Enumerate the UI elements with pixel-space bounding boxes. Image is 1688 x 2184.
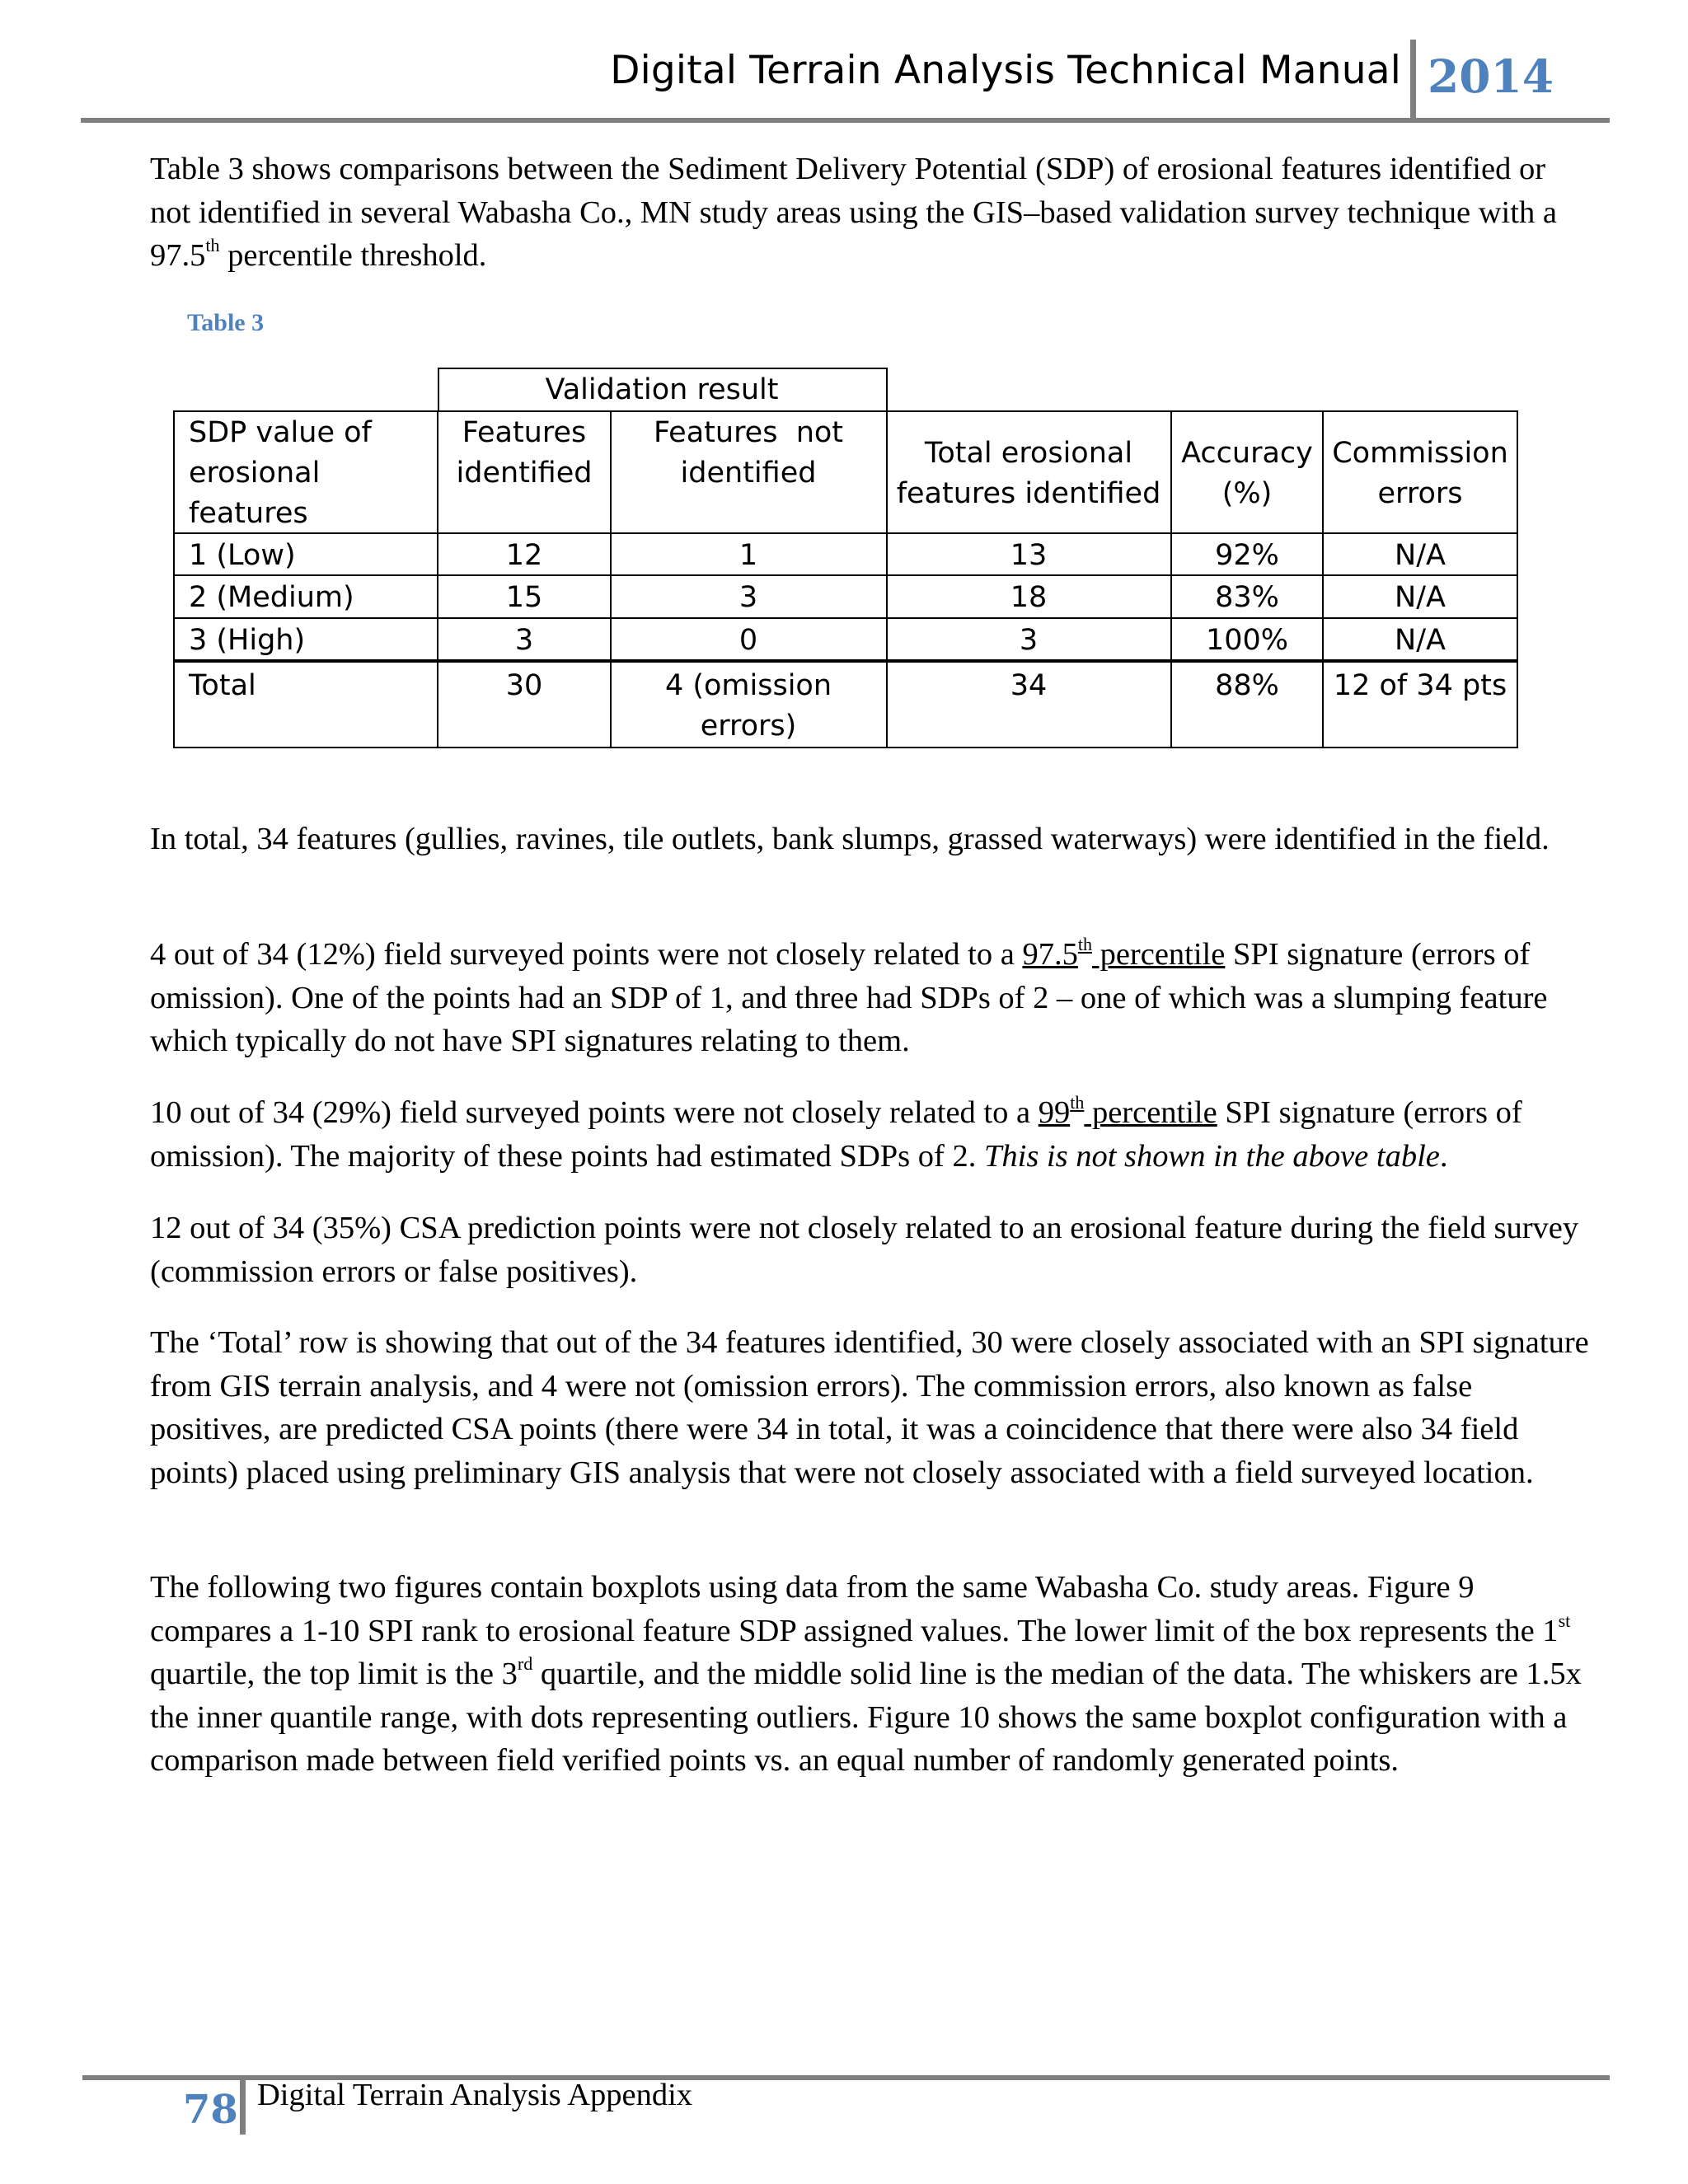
table-col-line — [437, 410, 438, 748]
col-header-not-identified-line2: identified — [680, 457, 817, 490]
italic-note: This is not shown in the above table — [983, 1138, 1440, 1174]
superscript: th — [1077, 934, 1092, 955]
col-header-identified-line1: Features — [462, 416, 587, 449]
table-cell: 3 — [1019, 624, 1039, 657]
table-cell: 2 (Medium) — [189, 581, 354, 614]
table-total-cell: 30 — [505, 669, 543, 702]
running-header-title: Digital Terrain Analysis Technical Manual — [610, 48, 1401, 93]
table-main-border — [173, 410, 1518, 748]
col-header-total-line2: features identified — [896, 477, 1161, 510]
col-header-sdp-line3: features — [189, 497, 308, 530]
col-header-sdp-line1: SDP value of — [189, 416, 372, 449]
table-total-cell: 34 — [1010, 669, 1048, 702]
paragraph-total-row-explanation — [150, 1321, 1592, 1494]
table-col-line — [1170, 410, 1172, 748]
table-cell: 3 — [738, 581, 758, 614]
footer-title: Digital Terrain Analysis Appendix — [257, 2078, 693, 2112]
paragraph-text: 12 out of 34 (35%) CSA prediction points were not closely related to an erosional feature during the field survey (commission errors or false positives). — [150, 1211, 1579, 1289]
paragraph-text: . — [1439, 1138, 1448, 1174]
paragraph-commission-errors — [150, 1207, 1592, 1293]
table-cell: 3 — [514, 624, 534, 657]
col-header-total-line1: Total erosional — [924, 437, 1133, 470]
header-divider — [1410, 40, 1416, 118]
table-row-line — [173, 617, 1518, 619]
superscript: th — [1070, 1092, 1085, 1113]
table-total-cell: 4 (omission — [664, 669, 832, 702]
group-header-validation-result: Validation result — [545, 373, 779, 406]
paragraph-text: SPI signature (errors of omission). One of the points had an SDP of 1, and three had SDPs of 2 – one of which was a slumping feature which typically do not have SPI signatures relating to them. — [150, 937, 1548, 1058]
paragraph-boxplots — [150, 1566, 1592, 1783]
table-cell: 1 — [738, 539, 758, 572]
paragraph-text: SPI signature (errors of omission). The majority of these points had estimated SDPs of 2. — [150, 1095, 1522, 1174]
table-cell: N/A — [1395, 539, 1446, 572]
table-col-line — [610, 410, 612, 748]
paragraph-omission-97-5 — [150, 933, 1592, 1063]
intro-paragraph — [150, 148, 1592, 278]
col-header-accuracy-line1: Accuracy — [1181, 437, 1313, 470]
col-header-commission-line1: Commission — [1332, 437, 1508, 470]
table-cell: 0 — [738, 624, 758, 657]
table-total-cell: 88% — [1215, 669, 1279, 702]
underlined-text: 97.5 — [1022, 937, 1078, 972]
validation-result-header-box — [438, 368, 888, 412]
header-rule — [81, 118, 1610, 123]
table-cell: 3 (High) — [189, 624, 306, 657]
table-cell: 83% — [1215, 581, 1279, 614]
underlined-text: percentile — [1091, 937, 1226, 972]
paragraph-text: quartile, the top limit is the 3 — [150, 1657, 518, 1691]
table-cell: 92% — [1215, 539, 1279, 572]
table-cell: 18 — [1010, 581, 1048, 614]
table-total-cell: errors) — [700, 710, 797, 743]
table-total-cell: 12 of 34 pts — [1333, 669, 1507, 702]
superscript: st — [1558, 1610, 1571, 1631]
table-cell: 13 — [1010, 539, 1048, 572]
table-cell: 100% — [1205, 624, 1289, 657]
table-col-line — [1322, 410, 1324, 748]
table-cell: 15 — [505, 581, 543, 614]
table-cell: 12 — [505, 539, 543, 572]
table-total-cell: Total — [189, 669, 256, 702]
paragraph-text: 10 out of 34 (29%) field surveyed points were not closely related to a — [150, 1095, 1039, 1130]
col-header-not-identified-line1: Features not — [653, 416, 844, 449]
paragraph-total-features — [150, 818, 1592, 861]
paragraph-text: The ‘Total’ row is showing that out of the 34 features identified, 30 were closely associated with an SPI signature from GIS terrain analysis, and 4 were not (omission errors). The commission errors, also known as false positives, are predicted CSA points (there were 34 in total, it was a coincidence that there were also 34 field points) placed using preliminary GIS analysis that were not closely associated with a field surveyed location. — [150, 1325, 1589, 1490]
paragraph-omission-99 — [150, 1091, 1592, 1178]
intro-text-1: Table 3 shows comparisons between the Sediment Delivery Potential (SDP) of erosional features identified or not identified in several Wabasha Co., MN study areas using the GIS–based validation survey technique with a 97.5 — [150, 152, 1557, 273]
paragraph-text: The following two figures contain boxplots using data from the same Wabasha Co. study areas. Figure 9 compares a 1-10 SPI rank to erosional feature SDP assigned values. The lower limit of the box represents the 1 — [150, 1570, 1559, 1648]
table-col-line — [886, 410, 888, 748]
table-row-line — [173, 574, 1518, 576]
col-header-identified-line2: identified — [456, 457, 593, 490]
col-header-commission-line2: errors — [1377, 477, 1463, 510]
footer-divider — [240, 2079, 246, 2135]
table-cell: N/A — [1395, 581, 1446, 614]
paragraph-text: quartile, and the middle solid line is the median of the data. The whiskers are 1.5x the inner quantile range, with dots representing outliers. Figure 10 shows the same boxplot configuration with a comparison made between field verified points vs. an equal number of randomly generated points. — [150, 1657, 1582, 1778]
table-caption: Table 3 — [187, 309, 265, 336]
underlined-text: 99 — [1038, 1095, 1071, 1130]
table-cell: 1 (Low) — [189, 539, 296, 572]
underlined-text: percentile — [1084, 1095, 1217, 1130]
intro-superscript: th — [205, 235, 220, 256]
page-number: 78 — [183, 2087, 238, 2133]
intro-text-2: percentile threshold. — [219, 238, 487, 273]
table-cell: N/A — [1395, 624, 1446, 657]
table-total-rule — [173, 659, 1518, 663]
table-row-line — [173, 532, 1518, 534]
running-header-year: 2014 — [1428, 49, 1554, 103]
col-header-sdp-line2: erosional — [189, 457, 321, 490]
col-header-accuracy-line2: (%) — [1221, 477, 1273, 510]
superscript: rd — [517, 1653, 533, 1675]
paragraph-text: In total, 34 features (gullies, ravines, tile outlets, bank slumps, grassed waterways) were identified in the field. — [150, 822, 1550, 856]
paragraph-text: 4 out of 34 (12%) field surveyed points were not closely related to a — [150, 937, 1023, 972]
